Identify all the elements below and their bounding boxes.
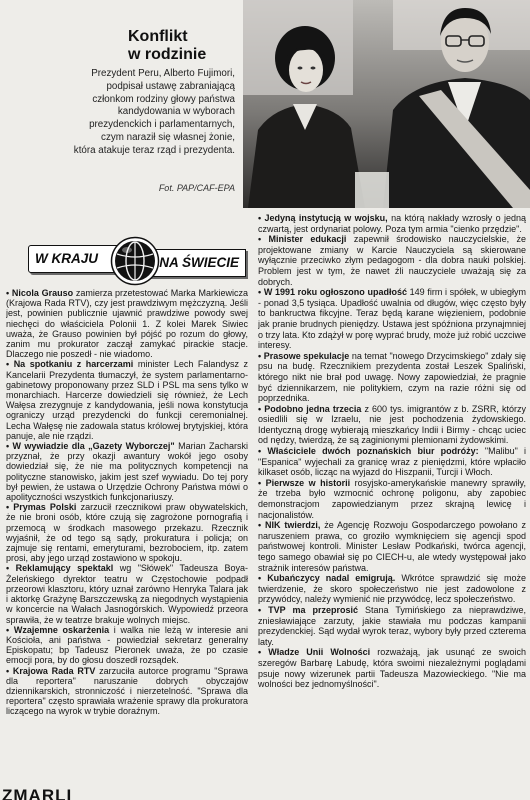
news-item — [6, 666, 248, 717]
news-item — [6, 502, 248, 563]
news-item-lead: Prymas Polski — [13, 502, 77, 513]
news-item — [6, 625, 248, 666]
news-item — [258, 605, 526, 647]
news-item-text: zapewnił środowisko nauczycielskie, że projektowane zmiany w Karcie Nauczyciela są skierowane wyłącznie przeciwko złym pedagogom - dla dobra nauki polskiej. Problem jest w tym, że nawet źli nauczyciele uważają się za dobrych. — [258, 234, 526, 287]
news-item-lead: Nicola Grauso — [11, 288, 74, 298]
news-item — [258, 287, 526, 351]
news-item-lead: Na spotkaniu z harcerzami — [13, 359, 134, 370]
news-item-lead: Podobno jedna trzecia — [264, 403, 362, 414]
dek-line: członkom rodziny głowy państwa — [92, 93, 235, 105]
logo-na-swiecie — [146, 249, 246, 277]
news-item-lead: TVP ma przeprosić — [268, 604, 359, 615]
news-item — [6, 359, 248, 441]
news-item-text: "Malibu" i "Espanica" wyjechali za granicę wraz z pieniędzmi, które wpłaciło kilkaset osób, licząc na wyjazd do Hiszpanii, Turcji i Włoch. — [258, 446, 526, 478]
news-item — [258, 647, 526, 689]
dek-line: która atakuje teraz rząd i prezydenta. — [73, 144, 235, 156]
news-item-text: zarzuciła autorce programu "Sprawa dla reportera" naruszanie dobrych obyczajów dziennikarskich, stronniczość i nierzetelność. "Sprawa dla reportera" często sprawiała wrażenie sprawy dla prokuratora liczącego na wyrok w trybie doraźnym. — [6, 665, 248, 717]
news-item-text: zarzucił rzecznikowi praw obywatelskich, że nie broni osób, które czują się zagrożone pornografią i przemocą w środkach masowego przekazu. Rzecznik wyjaśnił, że od tego są sądy, prokuratura i policja; on zajmuje się rentami, emeryturami, bezrobociem, itp. zatem prosi, aby jego urząd zostawiono w spokoju. — [6, 502, 248, 564]
news-item-text: Marian Zacharski przyznał, że przy okazji awantury wokół jego osoby dowiedział się, że nie ma politycznych kompetencji na polityczne stanowisko, jakim jest szef wywiadu. Do tej pory był pewien, że ustawa o Urzędzie Ochrony Państwa mówi o apolityczności wszystkich funkcjonariuszy. — [6, 441, 248, 503]
news-item-text: i walka nie leżą w interesie ani Kościoła, ani państwa - powiedział sekretarz generalny Episkopatu; bp Tadeusz Pieronek uważa, że po czasie emocji pora, by do głosu doszedł rozsądek. — [6, 624, 248, 666]
news-item — [258, 573, 526, 605]
news-item-text: że Agencję Rozwoju Gospodarczego powołano z naruszeniem prawa, co groziło wymknięciem się agencji spod państwowej kontroli. Minister Lesław Podkański, twórca agencji, tego samego obawiał się po CIECH-u, ale wtedy występował jako strażnik interesów państwa. — [258, 520, 526, 573]
news-item-text: 149 firm i spółek, w ubiegłym - ponad 3,5 tysiąca. Upadłość uwalnia od długów, więc często były to bankructwa fikcyjne. Teraz będą karane więzieniem, podobnie jak pranie brudnych pieniędzy. Ustawa jest spóźniona przynajmniej o trzy lata. Kto zdążył w porę wyprać brudy, może już robić uczciwe interesy. — [258, 287, 526, 351]
news-item-lead: Krajowa Rada RTV — [12, 665, 96, 676]
news-item-lead: W 1991 roku ogłoszono upadłość — [263, 287, 407, 298]
news-item-text: wg "Słówek" Tadeusza Boya-Żeleńskiego dyrektor teatru w Częstochowie podpadł przeorowi klasztoru, który uznał zarówno Henryka Talara jak i aktorkę Grażynę Barszczewską za niegodnych wystąpienia w koncercie na Wałach Jasnogórskich. Wypowiedź przeora sprawiła, że w teatrze brakuje wolnych miejsc. — [6, 563, 248, 625]
news-item — [258, 213, 526, 234]
feature-headline — [128, 28, 206, 64]
news-item-lead: Reklamujący spektakl — [15, 563, 114, 574]
news-item-lead: Minister edukacji — [268, 234, 347, 245]
news-item — [258, 234, 526, 287]
news-item-text: z 600 tys. imigrantów z b. ZSRR, którzy osiedlili się w Izraelu, nie jest pochodzenia żydowskiego. Identyczną drogę wybierają mieszkańcy Indii i Birmy - chcąc uciec od nędzy, twierdzą, że są zaginionymi plemionami żydowskimi. — [258, 403, 526, 446]
news-item-text: minister Lech Falandysz z Kancelarii Prezydenta tłumaczył, że system parlamentarno-gabinetowy proponowany przez SLD i PSL ma sens tylko w monarchiach. Harcerze dowiedzieli się również, że Lech Wałęsa zrezygnuje z kandydowania, jeśli nowa konstytucja ograniczy urząd prezydencki do funkcji ceremonialnej. Lecha Wałęsę nie zadowala status królowej brytyjskiej, która panuje, ale nie rządzi. — [6, 359, 248, 441]
photo-credit: Fot. PAP/CAF-EPA — [158, 183, 235, 193]
news-item — [6, 288, 248, 359]
news-item-lead: Władze Unii Wolności — [268, 647, 371, 658]
news-item-text: na temat "nowego Drzycimskiego" zdały się psu na budę. Rzecznikiem prezydenta został Leszek Spaliński, którego nikt nie brał pod uwagę. Nowy zapowiedział, że pragnie być dziennikarzem, nie politykiem, czym na razie różni się od poprzednika. — [258, 350, 526, 404]
headline-line-2: w rodzinie — [128, 46, 207, 63]
dek-line: kandydowania w wyborach — [117, 106, 235, 118]
news-item-lead: W wywiadzie dla „Gazety Wyborczej" — [12, 441, 175, 452]
news-item-lead: Kubańczycy nadal emigrują. — [267, 573, 396, 584]
dek-line: czym naraził się własnej żonie, — [101, 131, 235, 143]
news-item — [258, 351, 526, 404]
page-footer: ZMARLI — [2, 786, 73, 800]
news-column-left — [6, 288, 248, 784]
news-item-text: Stana Tymińskiego za nieprawdziwe, zniesławiające zarzuty, jakie stawiała mu podczas kampanii prezydenckiej. Sąd wydał wyrok teraz, wybory były przed czterema laty. — [258, 604, 526, 647]
news-item-lead: Wzajemne oskarżenia — [13, 624, 110, 635]
dek-line: podpisał ustawę zabraniającą — [106, 80, 235, 92]
news-item-text: rozważają, jak usunąć ze swoich szeregów Barbarę Labudę, która swoimi niezależnymi poglądami psuje nowy wizerunek partii Tadeusza Mazowieckiego. "Nie ma wolności bez jednomyślności". — [258, 647, 526, 690]
news-column-right — [258, 213, 526, 788]
news-item — [258, 520, 526, 573]
news-item — [6, 441, 248, 502]
news-item — [258, 446, 526, 478]
logo-w-kraju — [28, 245, 122, 273]
news-item-lead: Prasowe spekulacje — [263, 350, 350, 361]
news-item-lead: Jedyną instytucją w wojsku, — [264, 213, 388, 223]
news-item-lead: Pierwsze w historii — [265, 477, 351, 488]
news-item-text: rosyjsko-amerykańskie manewry sprawiły, że trzeba było wzmocnić ochronę poligonu, aby zapobiec demonstracjom zapowiedzianym przez skrajną lewicę i nacjonalistów. — [258, 477, 526, 520]
news-item-text: Wkrótce sprawdzić się może twierdzenie, że skoro społeczeństwo nie jest zadowolone z przywódcy, należy wymienić nie przywódcę, lecz społeczeństwo. — [258, 573, 526, 605]
news-item-lead: Właściciele dwóch poznańskich biur podróży: — [267, 446, 479, 457]
news-item — [6, 563, 248, 624]
news-item-lead: NIK twierdzi, — [265, 520, 321, 531]
news-photo — [243, 0, 530, 208]
dek-line: prezydenckich i parlamentarnych, — [89, 119, 235, 131]
news-item — [258, 404, 526, 446]
logo-right-label: NA ŚWIECIE — [159, 255, 239, 270]
news-item-text: na którą nakłady wzrosły o jedną czwartą, jest ordynariat polowy. Poza tym armia "cienko przędzie". — [258, 213, 526, 234]
globe-icon — [110, 236, 160, 286]
logo-left-label: W KRAJU — [35, 251, 98, 266]
headline-line-1: Konflikt — [128, 28, 188, 45]
section-logo — [28, 236, 246, 286]
dek-line: Prezydent Peru, Alberto Fujimori, — [91, 68, 235, 79]
news-item-text: zamierza przetestować Marka Markiewicza (Krajowa Rada RTV), czy jest prawdziwym mężczyzną. Jeśli jest, powinien publicznie ujawnić prawdziwe powody swej niechęci do właściciela Polonii 1. Z kolei Marek Siwiec uważa, że Grauso powinien był pójść po rozum do głowy, zanim mu prokurator zaczął zamykać pirackie stacje. Dlaczego nie poszedł - nie wiadomo. — [6, 288, 248, 360]
feature-dek — [22, 68, 235, 158]
news-item — [258, 478, 526, 520]
